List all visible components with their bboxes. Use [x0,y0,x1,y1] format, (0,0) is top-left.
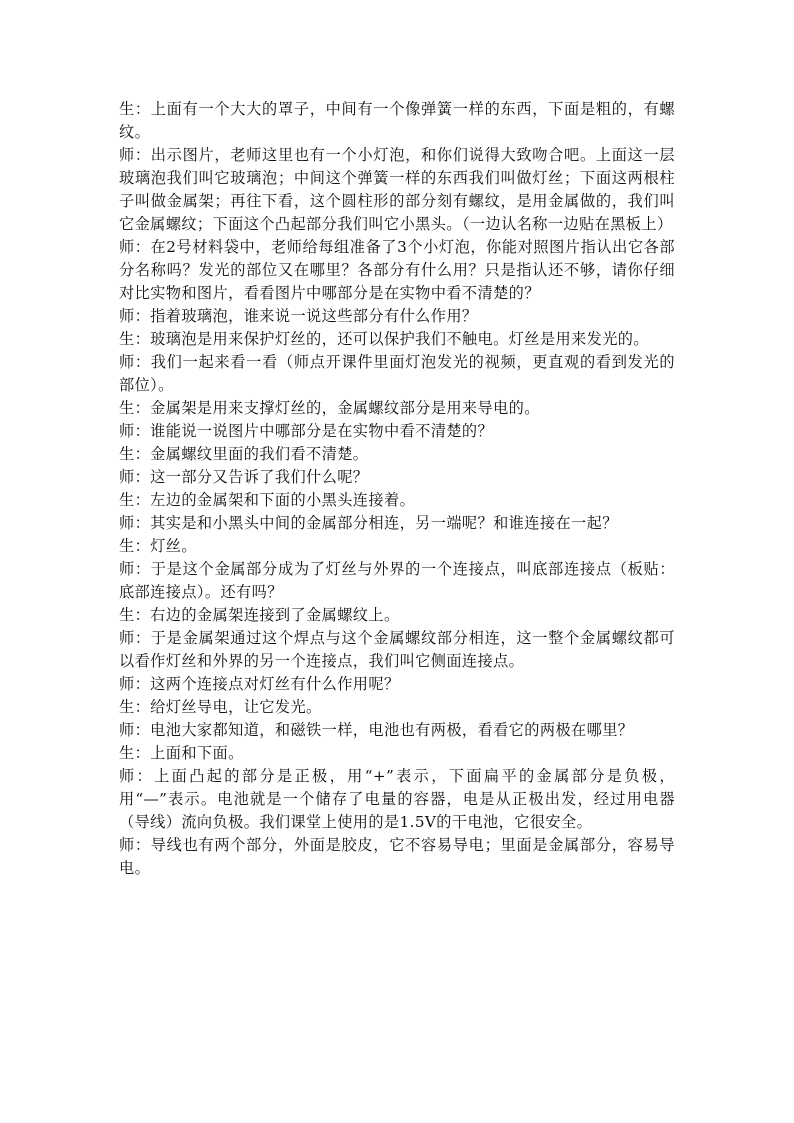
document-body [119,98,675,880]
dialog-paragraph: 师：于是这个金属部分成为了灯丝与外界的一个连接点，叫底部连接点（板贴：底部连接点）。还有吗？ [119,560,675,601]
dialog-paragraph: 师：导线也有两个部分，外面是胶皮，它不容易导电；里面是金属部分，容易导电。 [119,836,675,877]
dialog-paragraph: 生：金属架是用来支撑灯丝的，金属螺纹部分是用来导电的。 [119,399,540,417]
dialog-paragraph: 师：其实是和小黑头中间的金属部分相连，另一端呢？和谁连接在一起？ [119,514,618,532]
dialog-paragraph: 师：在2号材料袋中，老师给每组准备了3个小灯泡，你能对照图片指认出它各部分名称吗？发光的部位又在哪里？各部分有什么用？只是指认还不够，请你仔细对比实物和图片，看看图片中哪部分是在实物中看不清楚的？ [119,238,675,302]
dialog-paragraph: 生：灯丝。 [119,537,197,555]
dialog-paragraph: 生：左边的金属架和下面的小黑头连接着。 [119,491,416,509]
dialog-paragraph: 师：上面凸起的部分是正极，用“+”表示，下面扁平的金属部分是负极，用“—”表示。电池就是一个储存了电量的容器，电是从正极出发，经过用电器（导线）流向负极。我们课堂上使用的是1.5V的干电池，它很安全。 [119,767,675,831]
dialog-paragraph: 生：给灯丝导电，让它发光。 [119,698,322,716]
dialog-paragraph: 师：谁能说一说图片中哪部分是在实物中看不清楚的？ [119,422,494,440]
dialog-paragraph: 生：右边的金属架连接到了金属螺纹上。 [119,606,400,624]
dialog-paragraph: 生：上面有一个大大的罩子，中间有一个像弹簧一样的东西，下面是粗的，有螺纹。 [119,100,675,141]
dialog-paragraph: 生：上面和下面。 [119,744,244,762]
dialog-paragraph: 师：我们一起来看一看（师点开课件里面灯泡发光的视频，更直观的看到发光的部位）。 [119,353,675,394]
dialog-paragraph: 师：这一部分又告诉了我们什么呢？ [119,468,369,486]
dialog-paragraph: 师：出示图片，老师这里也有一个小灯泡，和你们说得大致吻合吧。上面这一层玻璃泡我们叫它玻璃泡；中间这个弹簧一样的东西我们叫做灯丝；下面这两根柱子叫做金属架；再往下看，这个圆柱形的部分刻有螺纹，是用金属做的，我们叫它金属螺纹；下面这个凸起部分我们叫它小黑头。（一边认名称一边贴在黑板上） [119,146,675,233]
dialog-paragraph: 生：金属螺纹里面的我们看不清楚。 [119,445,369,463]
dialog-paragraph: 师：指着玻璃泡，谁来说一说这些部分有什么作用？ [119,307,478,325]
dialog-paragraph: 师：电池大家都知道，和磁铁一样，电池也有两极，看看它的两极在哪里？ [119,721,634,739]
dialog-paragraph: 师：这两个连接点对灯丝有什么作用呢？ [119,675,400,693]
dialog-paragraph: 生：玻璃泡是用来保护灯丝的，还可以保护我们不触电。灯丝是用来发光的。 [119,330,649,348]
dialog-paragraph: 师：于是金属架通过这个焊点与这个金属螺纹部分相连，这一整个金属螺纹都可以看作灯丝和外界的另一个连接点，我们叫它侧面连接点。 [119,629,675,670]
